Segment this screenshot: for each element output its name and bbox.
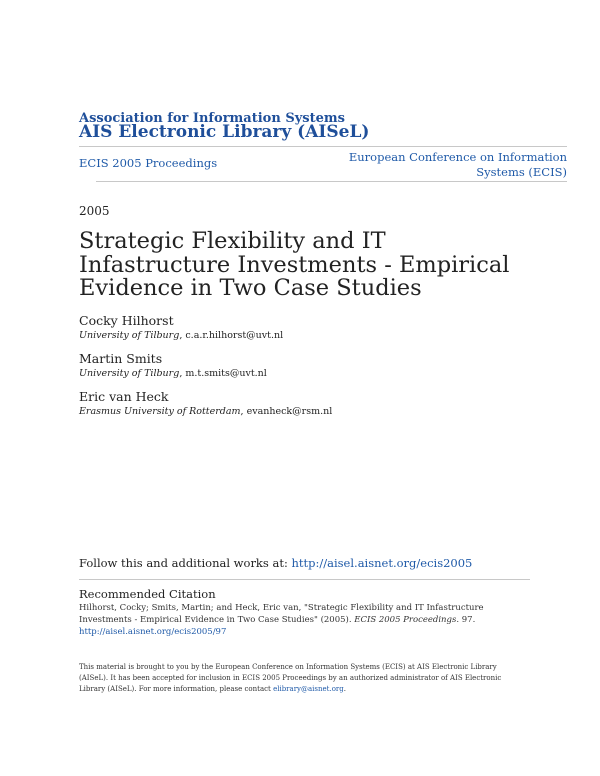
affiliation-text: University of Tilburg <box>79 368 180 379</box>
author-email: evanheck@rsm.nl <box>246 406 333 417</box>
contact-email-link[interactable]: elibrary@aisnet.org <box>273 685 344 693</box>
citation-text <box>79 602 519 638</box>
divider-citation <box>79 579 530 580</box>
author-block <box>79 351 267 379</box>
divider-bottom <box>96 181 567 182</box>
follow-text: Follow this and additional works at: <box>79 556 292 570</box>
paper-title: Strategic Flexibility and IT Infastructure Investments - Empirical Evidence in Two Case Studies <box>79 228 510 301</box>
series-link-conference[interactable]: European Conference on Information Systems (ECIS) <box>348 150 567 179</box>
divider-top <box>79 146 567 147</box>
library-name[interactable]: AIS Electronic Library (AISeL) <box>79 122 370 142</box>
author-email: c.a.r.hilhorst@uvt.nl <box>185 330 284 341</box>
affiliation-text: University of Tilburg <box>79 330 180 341</box>
citation-link[interactable]: http://aisel.aisnet.org/ecis2005/97 <box>79 627 227 637</box>
series-link-proceedings[interactable]: ECIS 2005 Proceedings <box>79 156 218 170</box>
author-affiliation: University of Tilburg, m.t.smits@uvt.nl <box>79 368 267 379</box>
follow-link[interactable]: http://aisel.aisnet.org/ecis2005 <box>291 556 473 570</box>
author-affiliation: Erasmus University of Rotterdam, evanheck@rsm.nl <box>79 406 333 417</box>
citation-tail: . 97. <box>456 615 476 625</box>
author-name: Cocky Hilhorst <box>79 313 174 328</box>
author-affiliation: University of Tilburg, c.a.r.hilhorst@uvt.nl <box>79 330 284 341</box>
notice-end: . <box>343 685 346 693</box>
organization-name[interactable]: Association for Information Systems <box>79 111 345 126</box>
recommended-citation-heading: Recommended Citation <box>79 587 216 601</box>
citation-venue: ECIS 2005 Proceedings <box>354 615 457 625</box>
follow-line <box>79 556 472 570</box>
notice-body: This material is brought to you by the European Conference on Information Systems (ECIS) at AIS Electronic Library (AISeL). It has been accepted for inclusion in ECIS 2005 Proceedings by an authorized administrator of AIS Electronic Library (AISeL). For more information, please contact <box>79 663 502 693</box>
paper-year: 2005 <box>79 204 110 218</box>
author-name: Eric van Heck <box>79 389 169 404</box>
author-block <box>79 389 332 417</box>
notice-text <box>79 662 519 695</box>
affiliation-text: Erasmus University of Rotterdam <box>79 406 241 417</box>
author-block <box>79 313 283 341</box>
author-name: Martin Smits <box>79 351 163 366</box>
author-email: m.t.smits@uvt.nl <box>185 368 267 379</box>
citation-body: Hilhorst, Cocky; Smits, Martin; and Heck, Eric van, "Strategic Flexibility and IT Infastructure Investments - Empirical Evidence in Two Case Studies" (2005). <box>79 603 484 625</box>
